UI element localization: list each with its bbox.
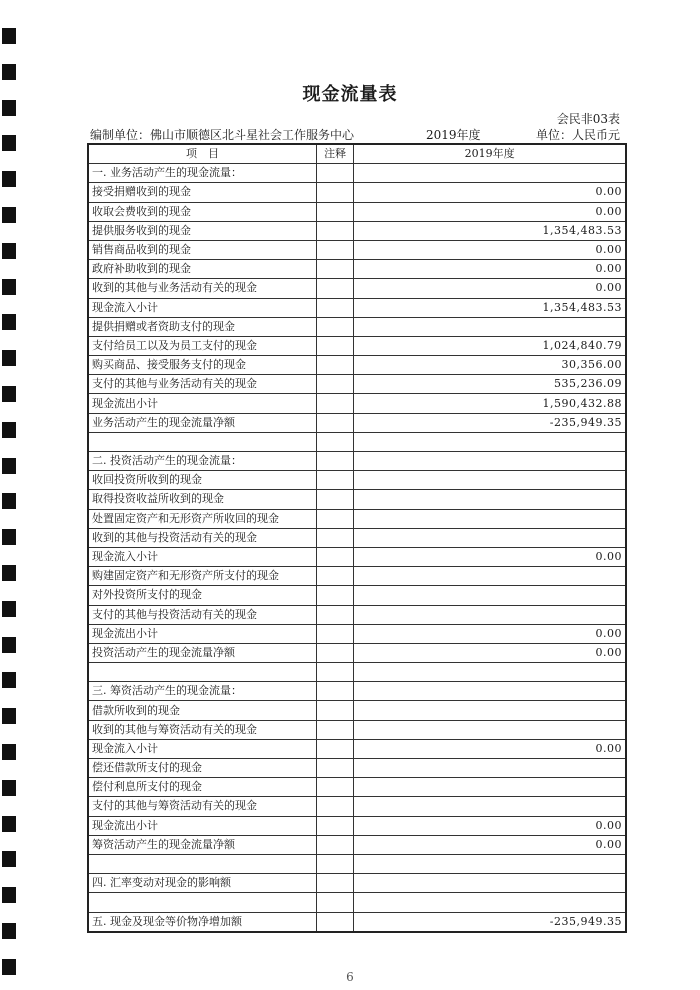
- row-note: [316, 336, 353, 355]
- row-value: [354, 893, 626, 912]
- row-note: [316, 720, 353, 739]
- row-value: [354, 720, 626, 739]
- row-note: [316, 605, 353, 624]
- row-note: [316, 739, 353, 758]
- table-row: [88, 490, 626, 509]
- table-row: [88, 394, 626, 413]
- binding-hole: [2, 243, 16, 259]
- row-value: [354, 471, 626, 490]
- binding-hole: [2, 279, 16, 295]
- row-label: 投资活动产生的现金流量净额: [88, 643, 316, 662]
- binding-hole: [2, 171, 16, 187]
- row-note: [316, 912, 353, 932]
- row-value: [354, 567, 626, 586]
- binding-hole: [2, 207, 16, 223]
- row-value: 0.00: [354, 183, 626, 202]
- row-value: [354, 164, 626, 183]
- row-value: [354, 528, 626, 547]
- row-note: [316, 221, 353, 240]
- row-note: [316, 874, 353, 893]
- row-label: 现金流入小计: [88, 298, 316, 317]
- row-note: [316, 183, 353, 202]
- table-row: [88, 547, 626, 566]
- row-value: [354, 874, 626, 893]
- row-label: 五. 现金及现金等价物净增加额: [88, 912, 316, 932]
- binding-hole: [2, 135, 16, 151]
- binding-hole: [2, 350, 16, 366]
- binding-hole: [2, 314, 16, 330]
- table-row: [88, 202, 626, 221]
- row-note: [316, 240, 353, 259]
- row-note: [316, 356, 353, 375]
- row-value: 1,354,483.53: [354, 298, 626, 317]
- table-row: [88, 413, 626, 432]
- row-note: [316, 759, 353, 778]
- row-label: 提供捐赠或者资助支付的现金: [88, 317, 316, 336]
- form-code: 会民非03表: [556, 112, 620, 126]
- binding-hole: [2, 529, 16, 545]
- table-row: [88, 375, 626, 394]
- table-row: [88, 164, 626, 183]
- binding-hole: [2, 887, 16, 903]
- row-value: [354, 452, 626, 471]
- binding-hole: [2, 386, 16, 402]
- row-value: -235,949.35: [354, 912, 626, 932]
- currency-unit: 单位：人民币元: [535, 128, 620, 142]
- row-label: 收取会费收到的现金: [88, 202, 316, 221]
- row-note: [316, 528, 353, 547]
- header-item: 项 目: [88, 144, 316, 164]
- row-label: 业务活动产生的现金流量净额: [88, 413, 316, 432]
- row-label: 现金流入小计: [88, 739, 316, 758]
- row-label: 收回投资所收到的现金: [88, 471, 316, 490]
- row-note: [316, 701, 353, 720]
- row-note: [316, 624, 353, 643]
- reporting-year: 2019年度: [426, 128, 481, 142]
- row-value: 535,236.09: [354, 375, 626, 394]
- row-label: 收到的其他与投资活动有关的现金: [88, 528, 316, 547]
- row-label: [88, 854, 316, 873]
- row-label: 支付的其他与业务活动有关的现金: [88, 375, 316, 394]
- table-row: [88, 663, 626, 682]
- row-note: [316, 432, 353, 451]
- row-note: [316, 490, 353, 509]
- row-note: [316, 547, 353, 566]
- row-value: -235,949.35: [354, 413, 626, 432]
- row-note: [316, 202, 353, 221]
- binding-hole: [2, 744, 16, 760]
- binding-hole: [2, 816, 16, 832]
- row-label: 对外投资所支付的现金: [88, 586, 316, 605]
- table-row: [88, 605, 626, 624]
- row-value: 0.00: [354, 279, 626, 298]
- row-note: [316, 413, 353, 432]
- binding-hole: [2, 923, 16, 939]
- row-note: [316, 298, 353, 317]
- row-note: [316, 279, 353, 298]
- row-label: 一. 业务活动产生的现金流量：: [88, 164, 316, 183]
- table-row: [88, 701, 626, 720]
- row-label: 现金流入小计: [88, 547, 316, 566]
- table-row: [88, 279, 626, 298]
- row-note: [316, 317, 353, 336]
- row-label: 偿付利息所支付的现金: [88, 778, 316, 797]
- row-value: [354, 797, 626, 816]
- table-row: [88, 260, 626, 279]
- table-row: [88, 624, 626, 643]
- row-label: 现金流出小计: [88, 624, 316, 643]
- row-value: [354, 317, 626, 336]
- row-label: 收到的其他与业务活动有关的现金: [88, 279, 316, 298]
- row-value: [354, 586, 626, 605]
- row-label: 收到的其他与筹资活动有关的现金: [88, 720, 316, 739]
- table-row: [88, 509, 626, 528]
- table-row: [88, 432, 626, 451]
- row-note: [316, 854, 353, 873]
- row-label: 取得投资收益所收到的现金: [88, 490, 316, 509]
- table-row: [88, 356, 626, 375]
- row-value: 0.00: [354, 643, 626, 662]
- row-value: 1,024,840.79: [354, 336, 626, 355]
- row-label: 购买商品、接受服务支付的现金: [88, 356, 316, 375]
- row-label: 筹资活动产生的现金流量净额: [88, 835, 316, 854]
- binding-hole: [2, 708, 16, 724]
- table-row: [88, 739, 626, 758]
- table-row: [88, 183, 626, 202]
- binding-hole: [2, 493, 16, 509]
- row-note: [316, 586, 353, 605]
- row-note: [316, 893, 353, 912]
- table-row: [88, 567, 626, 586]
- row-note: [316, 452, 353, 471]
- table-row: [88, 336, 626, 355]
- binding-hole: [2, 851, 16, 867]
- binding-hole: [2, 64, 16, 80]
- table-row: [88, 816, 626, 835]
- row-label: 提供服务收到的现金: [88, 221, 316, 240]
- row-label: 销售商品收到的现金: [88, 240, 316, 259]
- table-row: [88, 452, 626, 471]
- row-note: [316, 835, 353, 854]
- table-row: [88, 298, 626, 317]
- row-label: [88, 432, 316, 451]
- table-row: [88, 874, 626, 893]
- row-note: [316, 567, 353, 586]
- table-row: [88, 835, 626, 854]
- row-value: [354, 759, 626, 778]
- row-label: 支付的其他与筹资活动有关的现金: [88, 797, 316, 816]
- row-value: [354, 490, 626, 509]
- binding-hole: [2, 672, 16, 688]
- row-note: [316, 260, 353, 279]
- row-label: 二. 投资活动产生的现金流量：: [88, 452, 316, 471]
- row-label: 接受捐赠收到的现金: [88, 183, 316, 202]
- row-value: 1,590,432.88: [354, 394, 626, 413]
- row-label: 处置固定资产和无形资产所收回的现金: [88, 509, 316, 528]
- table-row: [88, 317, 626, 336]
- binding-hole: [2, 601, 16, 617]
- row-value: 0.00: [354, 202, 626, 221]
- row-value: 0.00: [354, 835, 626, 854]
- header-value: 2019年度: [354, 144, 626, 164]
- table-row: [88, 586, 626, 605]
- row-value: 0.00: [354, 739, 626, 758]
- row-label: 购建固定资产和无形资产所支付的现金: [88, 567, 316, 586]
- table-row: [88, 643, 626, 662]
- table-row: [88, 912, 626, 932]
- table-row: [88, 759, 626, 778]
- row-label: [88, 663, 316, 682]
- row-value: [354, 509, 626, 528]
- row-value: [354, 432, 626, 451]
- page-number: 6: [346, 970, 354, 984]
- table-row: [88, 240, 626, 259]
- row-value: [354, 854, 626, 873]
- row-value: [354, 701, 626, 720]
- row-label: 支付的其他与投资活动有关的现金: [88, 605, 316, 624]
- row-note: [316, 643, 353, 662]
- table-row: [88, 893, 626, 912]
- reporting-unit: 编制单位：佛山市顺德区北斗星社会工作服务中心: [90, 128, 355, 142]
- page-title: 现金流量表: [302, 84, 398, 105]
- row-value: 0.00: [354, 260, 626, 279]
- row-note: [316, 816, 353, 835]
- table-row: [88, 471, 626, 490]
- row-label: 现金流出小计: [88, 394, 316, 413]
- row-note: [316, 778, 353, 797]
- row-note: [316, 663, 353, 682]
- row-label: [88, 893, 316, 912]
- binding-hole: [2, 458, 16, 474]
- row-label: 支付给员工以及为员工支付的现金: [88, 336, 316, 355]
- binding-hole: [2, 780, 16, 796]
- table-body: [88, 164, 626, 932]
- row-value: 0.00: [354, 240, 626, 259]
- row-label: 偿还借款所支付的现金: [88, 759, 316, 778]
- row-note: [316, 797, 353, 816]
- meta-row: [90, 126, 630, 142]
- row-value: [354, 663, 626, 682]
- row-note: [316, 394, 353, 413]
- row-label: 现金流出小计: [88, 816, 316, 835]
- row-label: 三. 筹资活动产生的现金流量：: [88, 682, 316, 701]
- row-value: [354, 778, 626, 797]
- row-value: 1,354,483.53: [354, 221, 626, 240]
- table-row: [88, 221, 626, 240]
- row-note: [316, 509, 353, 528]
- binding-hole: [2, 637, 16, 653]
- row-note: [316, 164, 353, 183]
- row-label: 四. 汇率变动对现金的影响额: [88, 874, 316, 893]
- cash-flow-table: [87, 143, 627, 933]
- table-row: [88, 797, 626, 816]
- row-label: 政府补助收到的现金: [88, 260, 316, 279]
- row-value: 30,356.00: [354, 356, 626, 375]
- table-row: [88, 528, 626, 547]
- row-label: 借款所收到的现金: [88, 701, 316, 720]
- binding-hole: [2, 422, 16, 438]
- table-row: [88, 778, 626, 797]
- table-row: [88, 854, 626, 873]
- row-note: [316, 682, 353, 701]
- row-value: [354, 605, 626, 624]
- binding-holes: [2, 0, 18, 990]
- row-value: 0.00: [354, 547, 626, 566]
- row-value: [354, 682, 626, 701]
- table-row: [88, 720, 626, 739]
- header-note: 注释: [316, 144, 353, 164]
- row-note: [316, 471, 353, 490]
- binding-hole: [2, 565, 16, 581]
- row-value: 0.00: [354, 624, 626, 643]
- binding-hole: [2, 28, 16, 44]
- table-header-row: [88, 144, 626, 164]
- table-row: [88, 682, 626, 701]
- row-note: [316, 375, 353, 394]
- row-value: 0.00: [354, 816, 626, 835]
